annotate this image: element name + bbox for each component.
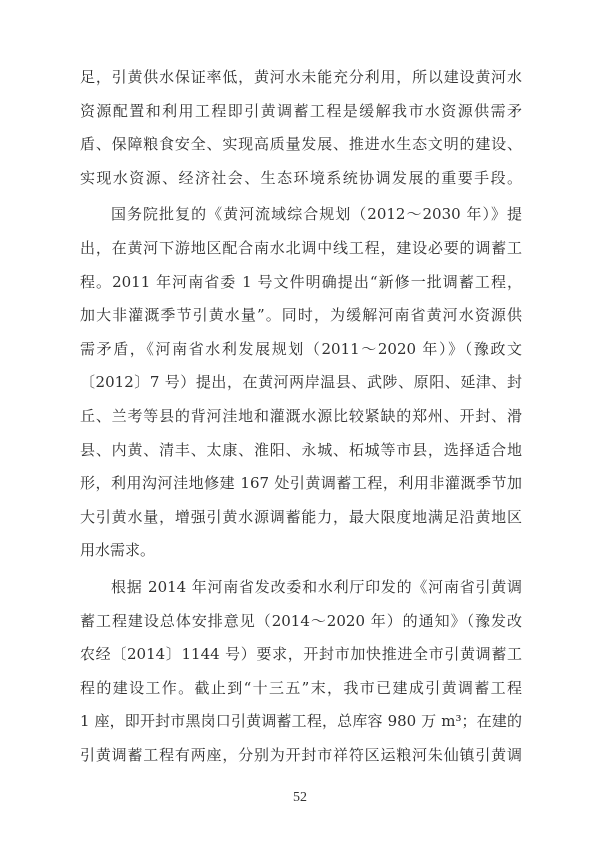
text-line: 需矛盾，《河南省水利发展规划（2011～2020 年）》（豫政文 [80,339,522,358]
text-line: 程。2011 年河南省委 1 号文件明确提出“新修一批调蓄工程， [80,272,522,291]
paragraph [80,571,522,773]
paragraph [80,198,522,568]
text-line: 大引黄水量，增强引黄水源调蓄能力，最大限度地满足沿黄地区 [80,507,522,526]
text-line: 1 座，即开封市黑岗口引黄调蓄工程，总库容 980 万 m³；在建的 [80,712,522,731]
text-line: 实现水资源、经济社会、生态环境系统协调发展的重要手段。 [80,168,522,187]
text-line: 用水需求。 [80,541,156,560]
text-line: 丘、兰考等县的背河洼地和灌溉水源比较紧缺的郑州、开封、滑 [80,406,522,425]
text-line: 形，利用沟河洼地修建 167 处引黄调蓄工程，利用非灌溉季节加 [80,474,522,493]
text-line: 蓄工程建设总体安排意见（2014～2020 年）的通知》（豫发改 [80,611,522,630]
text-line: 农经〔2014〕1144 号）要求，开封市加快推进全市引黄调蓄工 [80,645,522,664]
text-line: 国务院批复的《黄河流域综合规划（2012～2030 年）》提 [111,205,522,224]
page-number: 52 [293,790,307,805]
text-line: 引黄调蓄工程有两座，分别为开封市祥符区运粮河朱仙镇引黄调 [80,745,522,764]
text-line: 程的建设工作。截止到“十三五”末，我市已建成引黄调蓄工程 [80,678,522,697]
document-body [80,61,522,775]
paragraph [80,61,522,195]
text-line: 加大非灌溉季节引黄水量”。同时，为缓解河南省黄河水资源供 [80,306,522,325]
text-line: 县、内黄、清丰、太康、淮阳、永城、柘城等市县，选择适合地 [80,440,522,459]
text-line: 足，引黄供水保证率低，黄河水未能充分利用，所以建设黄河水 [80,68,522,86]
text-line: 资源配置和利用工程即引黄调蓄工程是缓解我市水资源供需矛 [80,101,522,120]
text-line: 出，在黄河下游地区配合南水北调中线工程，建设必要的调蓄工 [80,238,522,257]
text-line: 盾、保障粮食安全、实现高质量发展、推进水生态文明的建设、 [80,135,522,154]
text-line: 根据 2014 年河南省发改委和水利厅印发的《河南省引黄调 [111,577,522,596]
text-line: 〔2012〕7 号）提出，在黄河两岸温县、武陟、原阳、延津、封 [80,373,522,392]
